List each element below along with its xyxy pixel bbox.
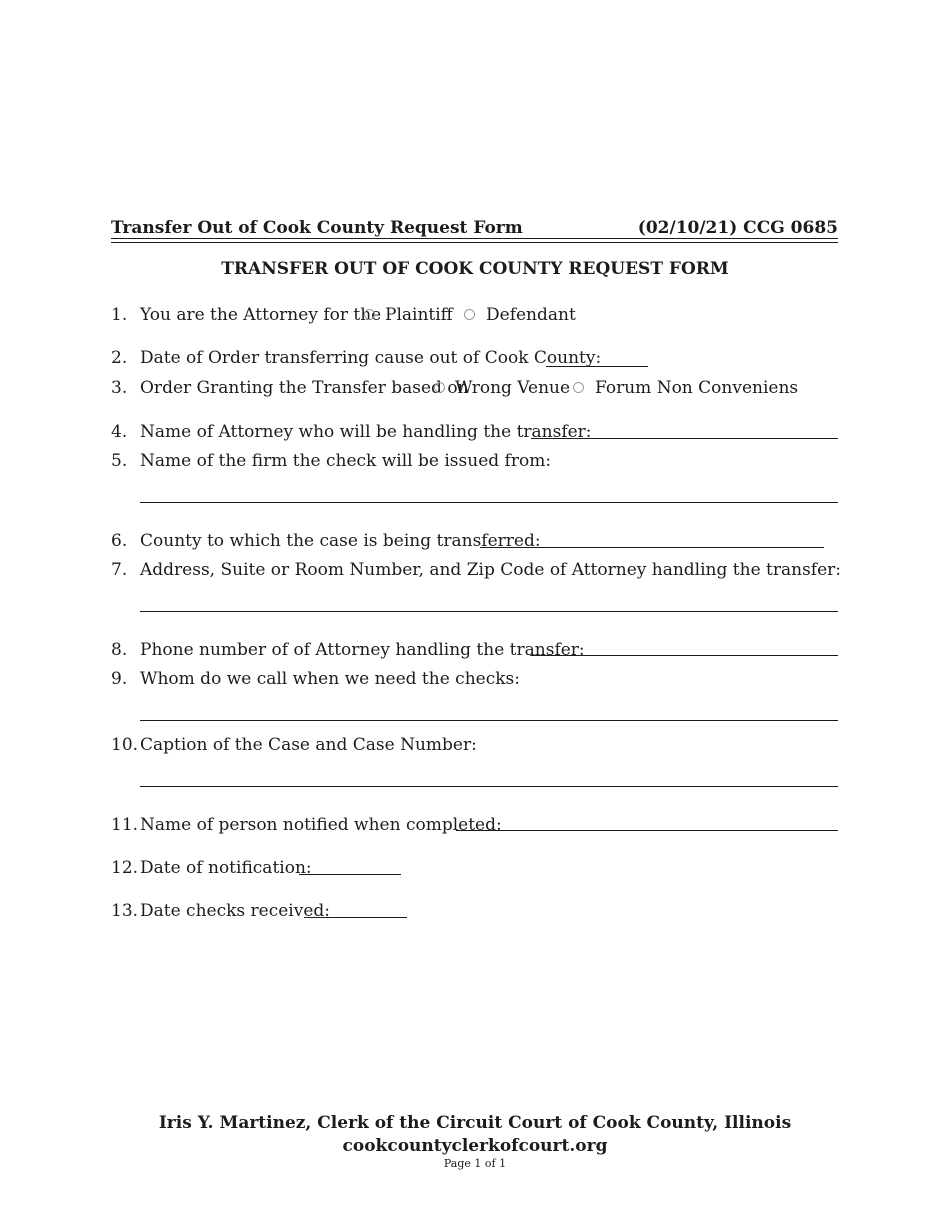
defendant-label: Defendant [486, 305, 576, 325]
check-contact-field[interactable] [140, 720, 838, 721]
item-label: Name of person notified when completed: [140, 815, 502, 835]
wrong-venue-radio[interactable] [434, 382, 445, 393]
county-field[interactable] [480, 547, 824, 548]
item-number: 5. [111, 451, 128, 471]
page-number: Page 1 of 1 [443, 1157, 507, 1170]
item-label: Phone number of of Attorney handling the transfer: [140, 640, 585, 660]
item-checks-received-date [111, 899, 838, 923]
item-number: 8. [111, 640, 128, 660]
item-number: 7. [111, 560, 128, 580]
order-date-field[interactable] [546, 366, 648, 367]
item-case-caption [111, 733, 838, 757]
item-label: Date of notification: [140, 858, 312, 878]
wrong-venue-label: Wrong Venue [455, 378, 571, 398]
item-notification-date [111, 856, 838, 880]
person-notified-field[interactable] [456, 830, 838, 831]
forum-non-conveniens-radio[interactable] [573, 382, 584, 393]
item-label: Name of the firm the check will be issued from: [140, 451, 552, 471]
defendant-radio[interactable] [464, 309, 475, 320]
item-number: 6. [111, 531, 128, 551]
item-label: Order Granting the Transfer based on [140, 378, 469, 398]
item-label: You are the Attorney for the [140, 305, 382, 325]
notification-date-field[interactable] [299, 874, 401, 875]
item-number: 1. [111, 305, 128, 325]
footer-website[interactable]: cookcountyclerkofcourt.org [342, 1136, 608, 1156]
item-number: 9. [111, 669, 128, 689]
item-attorney-address [111, 558, 842, 582]
item-transfer-basis [111, 376, 838, 400]
attorney-phone-field[interactable] [530, 655, 838, 656]
item-label: Caption of the Case and Case Number: [140, 735, 477, 755]
item-label: County to which the case is being transferred: [140, 531, 541, 551]
item-number: 4. [111, 422, 128, 442]
attorney-address-field[interactable] [140, 611, 838, 612]
form-code: (02/10/21) CCG 0685 [637, 218, 838, 238]
item-number: 2. [111, 348, 128, 368]
item-number: 12. [111, 858, 139, 878]
item-label: Name of Attorney who will be handling the transfer: [140, 422, 592, 442]
plaintiff-label: Plaintiff [385, 305, 453, 325]
item-person-notified [111, 813, 838, 837]
item-number: 10. [111, 735, 139, 755]
item-attorney-name [111, 420, 838, 444]
item-firm-name [111, 449, 838, 473]
plaintiff-radio[interactable] [364, 309, 375, 320]
item-county [111, 529, 838, 553]
form-header [111, 218, 838, 238]
header-rule-bottom [111, 242, 838, 243]
item-label: Date checks received: [140, 901, 331, 921]
checks-received-date-field[interactable] [304, 917, 407, 918]
footer-clerk: Iris Y. Martinez, Clerk of the Circuit Court of Cook County, Illinois [158, 1113, 792, 1133]
item-label: Whom do we call when we need the checks: [140, 669, 520, 689]
item-order-date [111, 346, 838, 370]
page-title: TRANSFER OUT OF COOK COUNTY REQUEST FORM [221, 259, 729, 279]
item-label: Address, Suite or Room Number, and Zip Code of Attorney handling the transfer: [140, 560, 842, 580]
item-number: 11. [111, 815, 139, 835]
forum-non-conveniens-label: Forum Non Conveniens [595, 378, 799, 398]
case-caption-field[interactable] [140, 786, 838, 787]
header-rule-top [111, 238, 838, 239]
attorney-name-field[interactable] [531, 438, 838, 439]
item-attorney-phone [111, 638, 838, 662]
form-name: Transfer Out of Cook County Request Form [111, 218, 523, 238]
item-number: 13. [111, 901, 139, 921]
item-label: Date of Order transferring cause out of Cook County: [140, 348, 602, 368]
item-check-contact [111, 667, 838, 691]
firm-name-field[interactable] [140, 502, 838, 503]
item-number: 3. [111, 378, 128, 398]
item-attorney-for [111, 303, 838, 327]
